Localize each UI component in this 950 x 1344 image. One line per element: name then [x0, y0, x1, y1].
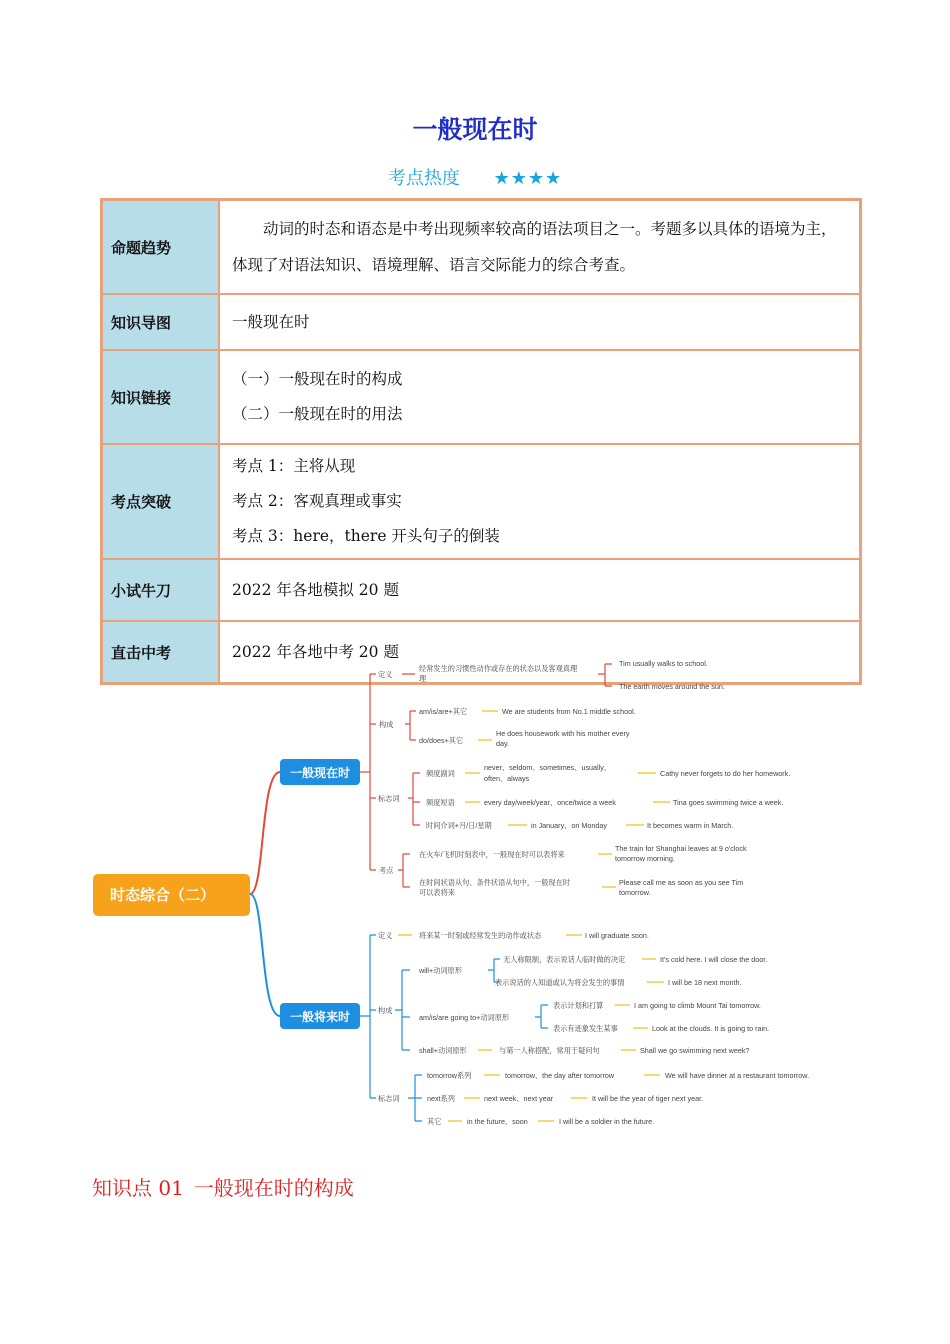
table-row [102, 444, 860, 559]
row-content [219, 294, 860, 350]
present-exam-example: The train for Shanghai leaves at 9 o'clock [615, 844, 747, 853]
shall-use: 与第一人称搭配，常用于疑问句 [499, 1046, 600, 1055]
present-structure-example-2: day. [496, 739, 510, 748]
future-signal-label: 标志词 [378, 1094, 400, 1103]
shall-form: shall+动词原形 [419, 1046, 467, 1055]
present-structure-example: We are students from No.1 middle school. [502, 707, 636, 716]
table-row [102, 559, 860, 621]
will-use: 表示说话的人知道或认为将会发生的事情 [495, 978, 625, 987]
row-content [219, 350, 860, 444]
present-signal-label: 标志词 [378, 794, 400, 803]
present-exam-example-2: tomorrow morning. [615, 854, 675, 863]
present-definition-text: 经常发生的习惯性动作或存在的状态以及客观真理 [419, 664, 578, 673]
section-title: 一般现在时的构成 [193, 1176, 354, 1200]
section-number: 知识点 01 [92, 1176, 184, 1200]
present-definition-example: Tim usually walks to school. [619, 659, 708, 668]
root-label: 时态综合（二） [110, 886, 216, 904]
present-exam-label: 考点 [379, 866, 394, 875]
present-definition-label: 定义 [378, 670, 393, 679]
present-structure-form: am/is/are+其它 [419, 707, 468, 716]
knowledge-link: （二）一般现在时的用法 [232, 405, 403, 423]
future-signal-kind: tomorrow系列 [427, 1071, 472, 1080]
mindmap-link-text: 一般现在时 [232, 312, 310, 331]
exam-point: 考点 2：客观真理或事实 [232, 492, 402, 510]
row-content [219, 200, 860, 294]
row-label: 知识导图 [102, 294, 219, 350]
table-row [102, 200, 860, 294]
future-signal-words: in the future、soon [467, 1117, 528, 1126]
present-signal-example: Cathy never forgets to do her homework. [660, 769, 791, 778]
row-label: 直击中考 [102, 621, 219, 683]
present-exam-example: Please call me as soon as you see Tim [619, 878, 744, 887]
future-definition-example: I will graduate soon. [585, 931, 649, 940]
present-structure-example: He does housework with his mother every [496, 729, 630, 738]
going-form: am/is/are going to+动词原形 [419, 1013, 510, 1022]
table-row [102, 350, 860, 444]
present-signal-words: in January、on Monday [531, 821, 607, 830]
practice-text: 2022 年各地模拟 20 题 [232, 580, 399, 599]
page-title: 一般现在时 [412, 115, 538, 144]
exam-point: 考点 1：主将从现 [232, 457, 356, 475]
present-signal-words: every day/week/year、once/twice a week [484, 798, 616, 807]
heat-rating [0, 164, 950, 190]
going-example: I am going to climb Mount Tai tomorrow. [634, 1001, 761, 1010]
table-row [102, 294, 860, 350]
tense-mindmap [90, 656, 860, 1136]
shall-example: Shall we go swimming next week? [640, 1046, 750, 1055]
present-exam-point: 在时间状语从句、条件状语从句中，一般现在时 [419, 878, 570, 887]
exam-point: 考点 3：here，there 开头句子的倒装 [232, 527, 500, 545]
present-signal-example: It becomes warm in March. [647, 821, 734, 830]
future-definition-label: 定义 [378, 931, 393, 940]
overview-table [100, 198, 862, 685]
present-label: 一般现在时 [290, 766, 351, 780]
future-signal-example: I will be a soldier in the future. [559, 1117, 655, 1126]
future-structure-label: 构成 [378, 1006, 393, 1015]
future-signal-kind: next系列 [427, 1094, 455, 1103]
present-signal-kind: 时间介词+月/日/星期 [426, 821, 492, 830]
knowledge-link: （一）一般现在时的构成 [232, 370, 403, 388]
future-signal-example: It will be the year of tiger next year. [592, 1094, 704, 1103]
row-label: 考点突破 [102, 444, 219, 559]
will-example: I will be 18 next month. [668, 978, 742, 987]
present-signal-kind: 频度短语 [426, 798, 455, 807]
section-heading [92, 1172, 354, 1201]
will-form: will+动词原形 [419, 966, 462, 975]
present-structure-form: do/does+其它 [419, 736, 464, 745]
heat-label: 考点热度 [387, 168, 460, 189]
future-signal-words: tomorrow、the day after tomorrow [505, 1071, 615, 1080]
present-exam-point: 在火车/飞机时刻表中，一般现在时可以表将来 [419, 850, 565, 859]
going-use: 表示计划和打算 [553, 1001, 604, 1010]
present-signal-kind: 频度副词 [426, 769, 455, 778]
row-label: 命题趋势 [102, 200, 219, 294]
present-definition-example: The earth moves around the sun. [619, 682, 725, 691]
row-content [219, 444, 860, 559]
row-label: 知识链接 [102, 350, 219, 444]
present-definition-text-2: 理 [419, 674, 427, 683]
future-signal-example: We will have dinner at a restaurant tomorrow. [665, 1071, 810, 1080]
present-signal-words: never、seldom、sometimes、usually、 [484, 763, 612, 772]
future-definition-text: 将来某一时刻或经常发生的动作或状态 [419, 931, 542, 940]
going-example: Look at the clouds. It is going to rain. [652, 1024, 770, 1033]
will-example: It's cold here. I will close the door. [660, 955, 768, 964]
row-content [219, 559, 860, 621]
present-exam-point-2: 可以表将来 [419, 888, 455, 897]
trend-text: 动词的时态和语态是中考出现频率较高的语法项目之一。考题多以具体的语境为主，体现了对语法知识、语境理解、语言交际能力的综合考查。 [232, 220, 837, 274]
present-signal-words-2: often、always [484, 774, 530, 783]
future-signal-words: next week、next year [484, 1094, 554, 1103]
present-exam-example-2: tomorrow. [619, 888, 651, 897]
will-use: 无人称限制，表示说话人临时做的决定 [503, 955, 626, 964]
going-use: 表示有迹象发生某事 [553, 1024, 618, 1033]
row-label: 小试牛刀 [102, 559, 219, 621]
present-structure-label: 构成 [379, 720, 394, 729]
star-rating-icon: ★★★★ [493, 168, 563, 189]
present-signal-example: Tina goes swimming twice a week. [673, 798, 784, 807]
future-label: 一般将来时 [290, 1010, 351, 1024]
future-signal-kind: 其它 [427, 1117, 442, 1126]
exam-text: 2022 年各地中考 20 题 [232, 642, 399, 661]
